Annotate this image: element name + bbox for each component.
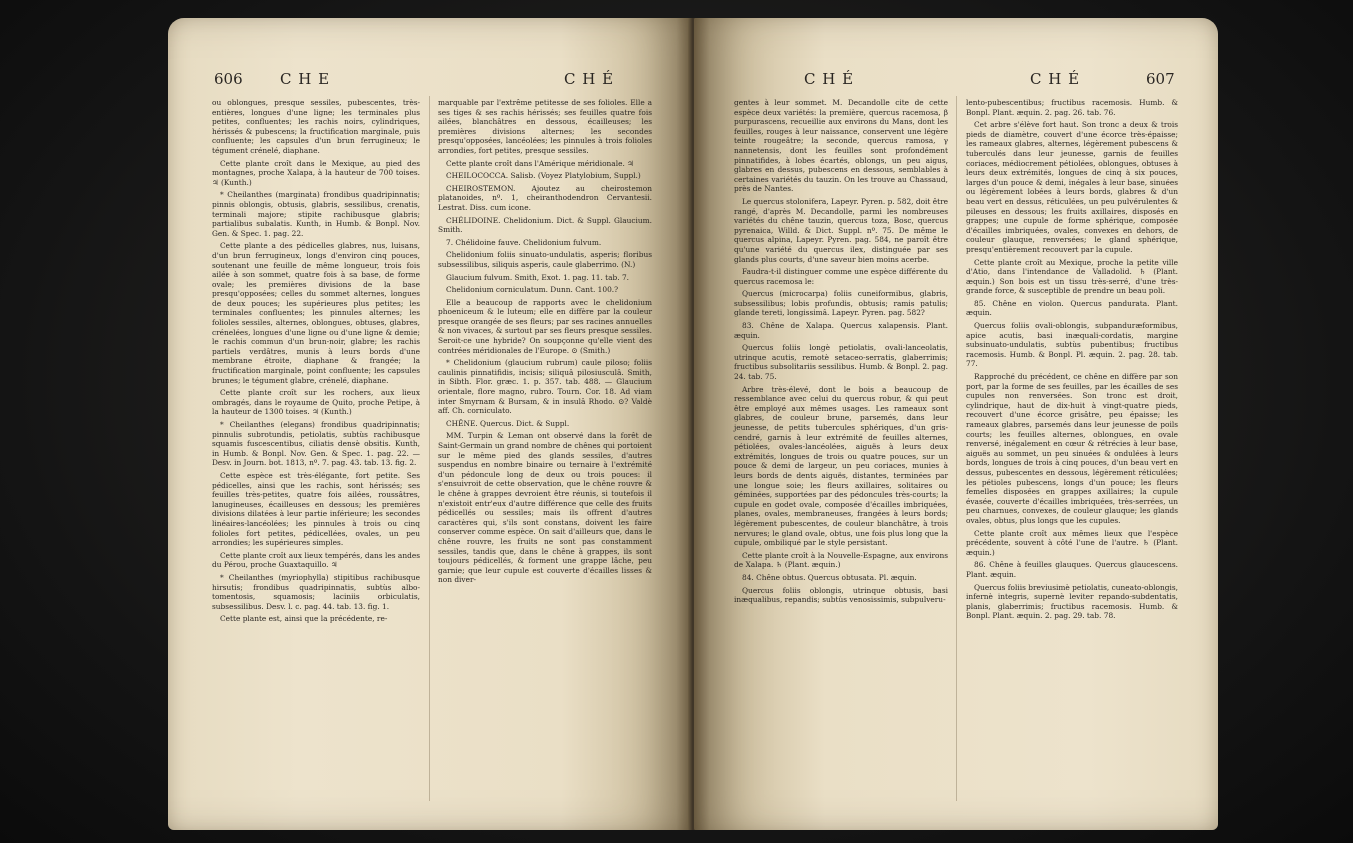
paragraph: MM. Turpin & Leman ont observé dans la forêt de Saint-Germain un grand nombre de chênes qui portoient sur le même pied des glands sessiles, d'autres suspendus en nombre binaire ou ternaire à l'extrémité d'un pédoncule long de deux ou trois pouces: il s'ensuivroit de cette observation, que le chêne rouvre & le chêne à grappes devroient être réunis, si toutefois il n'existoit entr'eux d'autre différence que celle des fruits pédicellés ou sessiles; mais ils offrent d'autres caractères qui, s'ils sont constans, doivent les faire conserver comme espèce. On sait d'ailleurs que, dans le chêne rouvre, les fruits ne sont pas constamment sessiles, tandis que, dans le chêne à grappes, ils sont toujours pédicellés, & forment une grappe lâche, peu garnie; que leur cupule est couverte d'écailles lisses & non diver- xyxy=(438,431,652,585)
paragraph: ou oblongues, presque sessiles, pubescentes, très-entières, longues d'une ligne; les terminales plus petites, confluentes; les rachis noirs, cylindriques, hérissés & pubescens; la fructification marginale, puis confluente; les capsules d'un brun ferrugineux; le tégument crénelé, diaphane. xyxy=(212,98,420,155)
paragraph: Glaucium fulvum. Smith, Exot. 1. pag. 11. tab. 7. xyxy=(446,272,630,282)
paragraph: Chelidonium foliis sinuato-undulatis, asperis; floribus subsessilibus, siliquis asperis, caule glaberrimo. (N.) xyxy=(438,250,652,269)
paragraph: 7. Chélidoine fauve. Chelidonium fulvum. xyxy=(446,237,602,247)
paragraph: CHEILOCOCCA. Salisb. (Voyez Platylobium, Suppl.) xyxy=(446,171,641,181)
paragraph: CHÊNE. Quercus. Dict. & Suppl. xyxy=(446,418,570,428)
paragraph: Cette plante croît aux lieux tempérés, dans les andes du Pérou, proche Guaxtaquillo. ♃ xyxy=(212,550,420,570)
right-page xyxy=(694,18,1218,830)
paragraph: Cette espèce est très-élégante, fort petite. Ses pédicelles, ainsi que les rachis, sont hérissés; ses feuilles très-petites, quatre fois ailées, roussâtres, lanugineuses, écailleuses en dessous; les premières divisions dilatées à leur partie inférieure; les secondes linéaires-lancéolées; les pinnules à trois ou cinq folioles fort petites, pédicellées, ovales, un peu arrondies; les supérieures simples. xyxy=(212,470,420,548)
paragraph: * Cheilanthes (marginata) frondibus quadripinnatis; pinnis oblongis, obtusis, glabris, sessilibus, crenatis, terminali majore; stipite rachibusque glabris; partialibus subalatis. Kunth, in Humb. & Bonpl. Nov. Gen. & Spec. 1. pag. 22. xyxy=(212,190,420,238)
paragraph: Quercus foliis oblongis, utrinque obtusis, basi inæqualibus, repandis; subtùs venosissimis, subpulveru- xyxy=(734,585,948,605)
paragraph: Rapproché du précédent, ce chêne en diffère par son port, par la forme de ses feuilles, par les écailles de ses cupules non renversées. Son tronc est droit, cylindrique, haut de dix-huit à vingt-quatre pieds, recouvert d'une écorce grisâtre, peu épaisse; les rameaux glabres, parsemés dans leur jeunesse de poils courts; les feuilles alternes, oblongues, en ovale renversé, inégalement en cœur & rétrécies à leur base, aiguës au sommet, un peu sinuées & ondulées à leurs bords, longues de trois à cinq pouces, d'un beau vert en dessus, pubescentes en dessous, légèrement réticulées; les pétioles pubescens, longs d'un pouce; les fleurs femelles disposées en grappes axillaires; la cupule évasée, couverte d'écailles imbriquées, très-serrées, un peu charnues, convexes, de couleur glauque; les glands ovales, obtus, plus longs que les cupules. xyxy=(966,372,1178,525)
column-rule-right xyxy=(956,96,957,801)
page-number-right: 607 xyxy=(1146,70,1175,88)
paragraph: 83. Chêne de Xalapa. Quercus xalapensis. Plant. æquin. xyxy=(734,321,948,340)
left-column-1 xyxy=(212,98,420,627)
column-rule-left xyxy=(429,96,430,801)
paragraph: Quercus (microcarpa) foliis cuneiformibus, glabris, subsessilibus; lobis profundis, obtusis; ramis patulis; glande tereti, longissimâ. Lapeyr. Pyren. pag. 582? xyxy=(734,289,948,318)
paragraph: Faudra-t-il distinguer comme une espèce différente du quercus racemosa le: xyxy=(734,267,948,286)
running-head-left-b: C H É xyxy=(564,70,615,88)
paragraph: Cette plante croît au Mexique, proche la petite ville d'Atio, dans l'intendance de Valladolid. ♄ (Plant. æquin.) Son bois est un tissu très-serré, d'une très-grande force, & susceptible de prendre un beau poli. xyxy=(966,257,1178,296)
paragraph: lento-pubescentibus; fructibus racemosis. Humb. & Bonpl. Plant. æquin. 2. pag. 26. tab. 76. xyxy=(966,98,1178,117)
paragraph: Chelidonium corniculatum. Dunn. Cant. 100.? xyxy=(446,285,619,295)
paragraph: CHEIROSTEMON. Ajoutez au cheirostemon platanoides, nº. 1, cheiranthodendron Cervantesii. Lestrat. Diss. cum icone. xyxy=(438,183,652,212)
left-column-2 xyxy=(438,98,652,588)
paragraph: Cette plante croît sur les rochers, aux lieux ombragés, dans le royaume de Quito, proche Petipe, à la hauteur de 1300 toises. ♃ (Kunth.) xyxy=(212,388,420,417)
paragraph: Elle a beaucoup de rapports avec le chelidonium phoeniceum & le luteum; elle en diffère par la couleur presque orangée de ses fleurs; par ses racines annuelles & non vivaces, & surtout par ses fleurs presque sessiles. Seroit-ce une hybride? On soupçonne qu'elle vient des contrées méridionales de l'Europe. ⊙ (Smith.) xyxy=(438,297,652,355)
paragraph: Cette plante est, ainsi que la précédente, re- xyxy=(220,614,388,624)
paragraph: Quercus foliis ovali-oblongis, subpanduræformibus, apice acutis, basi inæquali-cordatis, margine subsinuato-undulatis, subtùs pubentibus; fructibus racemosis. Humb. & Bonpl. Pl. æquin. 2. pag. 28. tab. 77. xyxy=(966,321,1178,369)
paragraph: 85. Chêne en violon. Quercus pandurata. Plant. æquin. xyxy=(966,298,1178,318)
paragraph: Le quercus stolonifera, Lapeyr. Pyren. p. 582, doit être rangé, d'après M. Decandolle, parmi les nombreuses variétés du chêne tauzin, quercus toza, Bosc, quercus pyrenaica, Willd. & Dict. Suppl. nº. 75. De même le quercus alpina, Lapeyr. Pyren. pag. 584, ne paroît être qu'une variété du quercus ilex, distinguée par ses glands plus courts, d'une saveur bien moins acerbe. xyxy=(734,196,948,264)
paragraph: Cette plante a des pédicelles glabres, nus, luisans, d'un brun ferrugineux, longs d'environ cinq pouces, soutenant une feuille de même longueur, trois fois ailée à son sommet, quatre fois à sa base, de forme ovale; les premières divisions de la base presqu'opposées; celles du sommet alternes, longues de deux pouces; les supérieures plus petites; les terminales confluentes; les pinnules alternes; les folioles sessiles, alternes, oblongues, obtuses, glabres, crénelées, longues d'une ligne ou d'une ligne & demie; le rachis commun d'un brun-noir, glabre; les rachis partiels verdâtres, munis à leurs bords d'une membrane étroite, diaphane & frangée; la fructification marginale, point confluente; les capsules brunes; le tégument glabre, crénelé, diaphane. xyxy=(212,241,420,385)
paragraph: Arbre très-élevé, dont le bois a beaucoup de ressemblance avec celui du quercus robur, & qui peut être employé aux mêmes usages. Les rameaux sont glabres, de couleur brune, parsemés, dans leur jeunesse, de petits tubercules sphériques, d'un gris-cendré, garnis à leur extrémité de feuilles alternes, pétiolées, ovales-lancéolées, aiguës à leurs deux extrémités, longues de trois ou quatre pouces, sur un pouce & demi de largeur, un peu coriaces, munies à leurs bords de dents aiguës, distantes, terminées par une longue soie; les fleurs axillaires, solitaires ou géminées, supportées par des pédoncules très-courts; la cupule en godet ovale, composée d'écailles imbriquées, planes, ovales, membraneuses, frangées à leurs bords; légèrement pubescentes, de couleur blanchâtre, à trois nervures; le gland ovale, obtus, une fois plus long que la cupule, ombiliqué par le style persistant. xyxy=(734,384,948,548)
running-head-right-a: C H É xyxy=(804,70,855,88)
open-book xyxy=(168,18,1218,830)
paragraph: * Cheilanthes (myriophylla) stipitibus rachibusque hirsutis; frondibus quadripinnatis, subtùs albo-tomentosis, squamosis; laciniis orbiculatis, subsessilibus. Desv. l. c. pag. 44. tab. 13. fig. 1. xyxy=(212,572,420,611)
paragraph: CHÉLIDOINE. Chelidonium. Dict. & Suppl. Glaucium. Smith. xyxy=(438,215,652,235)
paragraph: 86. Chêne à feuilles glauques. Quercus glaucescens. Plant. æquin. xyxy=(966,560,1178,579)
page-number-left: 606 xyxy=(214,70,243,88)
left-page xyxy=(168,18,692,830)
paragraph: marquable par l'extrême petitesse de ses folioles. Elle a ses tiges & ses rachis hérissés; ses feuilles quatre fois ailées, blanchâtres en dessous, écailleuses; les premières divisions alternes; les secondes presqu'opposées, lancéolées; les pinnules à trois folioles arrondies, fort petites, presque sessiles. xyxy=(438,98,652,155)
paragraph: * Cheilanthes (elegans) frondibus quadripinnatis; pinnulis subrotundis, petiolatis, subtùs rachibusque squamis fuscescentibus, ciliatis densè obsitis. Kunth, in Humb. & Bonpl. Nov. Gen. & Spec. 1. pag. 22. — Desv. in Journ. bot. 1813, nº. 7. pag. 43. tab. 13. fig. 2. xyxy=(212,420,420,468)
paragraph: Quercus foliis breviusimè petiolatis, cuneato-oblongis, infernè integris, supernè leviter repando-subdentatis, planis, glaberrimis; fructibus racemosis. Humb. & Bonpl. Plant. æquin. 2. pag. 29. tab. 78. xyxy=(966,582,1178,621)
paragraph: Cet arbre s'élève fort haut. Son tronc a deux & trois pieds de diamètre, couvert d'une écorce très-épaisse; les rameaux glabres, alternes, légèrement pubescens & tuberculés dans leur jeunesse, garnis de feuilles coriaces, médiocrement pétiolées, oblongues, obtuses à leurs deux extrémités, longues de cinq à six pouces, larges d'un pouce & demi, inégales à leur base, sinuées ou légèrement lobées à leurs bords, glabres & d'un beau vert en dessus, réticulées, un peu pulvérulentes & pileuses en dessous; les fruits axillaires, disposés en grappes; une cupule de forme sphérique, composée d'écailles imbriquées, ovales, convexes en dehors, de couleur glauque, renversées; le gland sphérique, presqu'entièrement recouvert par la cupule. xyxy=(966,120,1178,254)
paragraph: Cette plante croît à la Nouvelle-Espagne, aux environs de Xalapa. ♄ (Plant. æquin.) xyxy=(734,550,948,570)
running-head-left-a: C H E xyxy=(280,70,331,88)
paragraph: gentes à leur sommet. M. Decandolle cite de cette espèce deux variétés: la première, quercus racemosa, β purpurascens, recueillie aux environs du Mans, dont les feuilles, rouges à leur naissance, conservent une légère teinte rougeâtre; la seconde, quercus ramosa, γ nannetensis, dont les feuilles sont profondément pinnatifides, à lobes écartés, oblongs, un peu aigus, glabres en dessus, pubescens en dessous, semblables à certaines variétés du tauzin. On les trouve au Chassaud, près de Nantes. xyxy=(734,98,948,194)
right-column-2 xyxy=(966,98,1178,624)
right-column-1 xyxy=(734,98,948,608)
paragraph: Quercus foliis longè petiolatis, ovali-lanceolatis, utrinque acutis, remotè setaceo-serratis, glaberrimis; fructibus subsolitariis sessilibus. Humb. & Bonpl. 2. pag. 24. tab. 75. xyxy=(734,343,948,382)
paragraph: 84. Chêne obtus. Quercus obtusata. Pl. æquin. xyxy=(742,572,917,582)
paragraph: * Chelidonium (glaucium rubrum) caule piloso; foliis caulinis pinnatifidis, incisis; siliquâ pilosiusculâ. Smith, in Sibth. Flor. græc. 1. p. 357. tab. 488. — Glaucium orientale, flore magno, rubro. Tourn. Cor. 18. Ad viam inter Smyrnam & Bursam, & in insulâ Rhodo. ⊙? Valdè aff. Ch. corniculato. xyxy=(438,358,652,416)
paragraph: Cette plante croît aux mêmes lieux que l'espèce précédente, souvent à côté l'une de l'autre. ♄ (Plant. æquin.) xyxy=(966,528,1178,557)
running-head-right-b: C H É xyxy=(1030,70,1081,88)
paragraph: Cette plante croît dans le Mexique, au pied des montagnes, proche Xalapa, à la hauteur de 700 toises. ♃ (Kunth.) xyxy=(212,158,420,187)
paragraph: Cette plante croît dans l'Amérique méridionale. ♃ xyxy=(446,158,634,168)
